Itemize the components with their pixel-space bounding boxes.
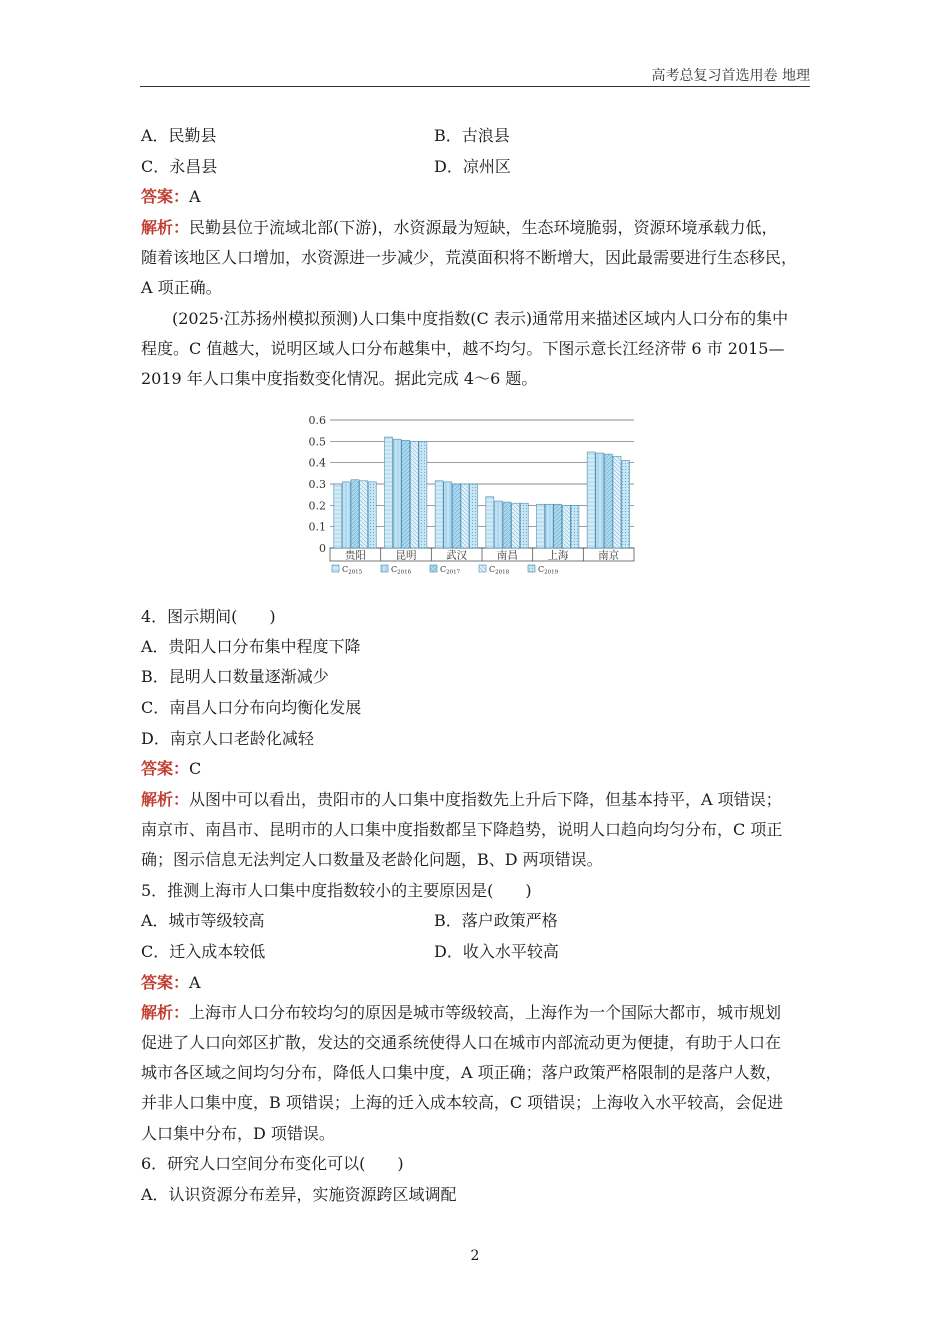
analysis-label: 解析：: [141, 790, 190, 809]
q3-analysis-line-3: A 项正确。: [141, 278, 222, 297]
legend-swatch: [479, 565, 486, 572]
bar: [587, 452, 595, 548]
q3-analysis-line-1: [141, 217, 778, 239]
q4-analysis-line-2: 南京市、南昌市、昆明市的人口集中度指数都呈下降趋势，说明人口趋向均匀分布，C 项正: [141, 820, 783, 839]
bar: [435, 481, 443, 548]
legend-label: C2017: [440, 565, 461, 576]
bar: [613, 456, 621, 548]
x-category-label: 上海: [547, 549, 569, 562]
q4-analysis-line-3: 确；图示信息无法判定人口数量及老龄化问题，B、D 两项错误。: [141, 850, 603, 869]
q5-option-c: C．迁入成本较低: [141, 942, 266, 961]
analysis-text: 上海市人口分布较均匀的原因是城市等级较高，上海作为一个国际大都市，城市规划: [189, 1003, 782, 1022]
q4-option-d: D．南京人口老龄化减轻: [141, 729, 314, 748]
bar: [461, 484, 469, 548]
population-concentration-chart: [300, 408, 645, 584]
bar: [622, 461, 630, 548]
q4-analysis-line-1: [141, 789, 782, 811]
legend-swatch: [430, 565, 437, 572]
bar: [410, 441, 418, 548]
intro-line-2: 程度。C 值越大，说明区域人口分布越集中，越不均匀。下图示意长江经济带 6 市 2015—: [141, 339, 785, 358]
q5-option-a: A．城市等级较高: [141, 911, 265, 930]
legend-label: C2019: [538, 565, 559, 576]
answer-label: 答案：: [141, 187, 190, 206]
q5-answer: [141, 972, 201, 994]
q5-stem: 5．推测上海市人口集中度指数较小的主要原因是( ): [141, 881, 532, 900]
bar: [419, 441, 427, 548]
bar: [562, 505, 570, 548]
bar: [537, 504, 545, 548]
q4-option-a: A．贵阳人口分布集中程度下降: [141, 637, 361, 656]
q3-answer: [141, 186, 201, 208]
q5-analysis-line-1: [141, 1002, 781, 1024]
q3-option-d: D．凉州区: [434, 157, 511, 176]
analysis-text: 从图中可以看出，贵阳市的人口集中度指数先上升后下降，但基本持平，A 项错误；: [189, 790, 782, 809]
bar: [494, 501, 502, 548]
answer-label: 答案：: [141, 973, 190, 992]
bar: [334, 484, 342, 548]
legend-swatch: [332, 565, 339, 572]
page-header: 高考总复习首选用卷 地理: [140, 66, 810, 87]
bar: [512, 503, 520, 548]
q6-stem: 6．研究人口空间分布变化可以( ): [141, 1154, 404, 1173]
answer-value: A: [189, 187, 201, 206]
bar: [393, 439, 401, 548]
legend-label: C2016: [391, 565, 412, 576]
legend-label: C2015: [342, 565, 363, 576]
analysis-text: 民勤县位于流域北部(下游)，水资源最为短缺，生态环境脆弱，资源环境承载力低，: [189, 218, 778, 237]
q3-analysis-line-2: 随着该地区人口增加，水资源进一步减少，荒漠面积将不断增大，因此最需要进行生态移民，: [141, 248, 798, 267]
bar: [486, 497, 494, 548]
bar: [571, 505, 579, 548]
y-tick-label: 0.2: [308, 499, 326, 513]
analysis-label: 解析：: [141, 218, 190, 237]
bar: [545, 504, 553, 548]
y-tick-label: 0.6: [308, 414, 326, 427]
bar: [452, 484, 460, 548]
bar: [520, 503, 528, 548]
q3-option-b: B．古浪县: [434, 126, 510, 145]
y-tick-label: 0: [319, 542, 326, 555]
y-tick-label: 0.3: [308, 478, 326, 491]
bar: [351, 480, 359, 548]
x-category-label: 武汉: [446, 549, 468, 562]
legend-swatch: [381, 565, 388, 572]
bar: [385, 437, 393, 548]
analysis-label: 解析：: [141, 1003, 190, 1022]
q3-option-a: A．民勤县: [141, 126, 217, 145]
q6-option-a: A．认识资源分布差异，实施资源跨区域调配: [141, 1185, 457, 1204]
q5-analysis-line-3: 城市各区域之间均匀分布，降低人口集中度，A 项正确；落户政策严格限制的是落户人数，: [141, 1063, 782, 1082]
y-tick-label: 0.5: [308, 435, 326, 449]
bar: [368, 482, 376, 548]
q3-option-c: C．永昌县: [141, 157, 218, 176]
q5-option-d: D．收入水平较高: [434, 942, 559, 961]
q5-analysis-line-5: 人口集中分布，D 项错误。: [141, 1124, 335, 1143]
answer-value: A: [189, 973, 201, 992]
bar: [342, 482, 350, 548]
x-category-label: 南京: [598, 549, 620, 562]
y-tick-label: 0.1: [308, 520, 326, 534]
bar: [470, 484, 478, 548]
bar: [402, 440, 410, 548]
q5-analysis-line-2: 促进了人口向郊区扩散，发达的交通系统使得人口在城市内部流动更为便捷，有助于人口在: [141, 1033, 782, 1052]
bar: [554, 504, 562, 548]
bar: [604, 454, 612, 548]
x-category-label: 南昌: [496, 549, 518, 562]
q5-analysis-line-4: 并非人口集中度，B 项错误；上海的迁入成本较高，C 项错误；上海收入水平较高，会促进: [141, 1093, 784, 1112]
legend-label: C2018: [489, 565, 510, 576]
q4-option-c: C．南昌人口分布向均衡化发展: [141, 698, 362, 717]
legend-swatch: [528, 565, 535, 572]
bar-chart-svg: [300, 408, 645, 580]
answer-label: 答案：: [141, 759, 190, 778]
bar: [444, 482, 452, 548]
q5-option-b: B．落户政策严格: [434, 911, 558, 930]
page-number: 2: [470, 1248, 480, 1264]
bar: [503, 502, 511, 548]
answer-value: C: [189, 759, 202, 778]
x-category-label: 贵阳: [344, 549, 366, 562]
bar: [360, 481, 368, 548]
x-category-label: 昆明: [395, 549, 417, 562]
y-tick-label: 0.4: [308, 456, 326, 470]
q4-stem: 4．图示期间( ): [141, 607, 276, 626]
intro-line-1: (2025·江苏扬州模拟预测)人口集中度指数(C 表示)通常用来描述区域内人口分布的集中: [172, 309, 789, 328]
q4-option-b: B．昆明人口数量逐渐减少: [141, 667, 329, 686]
q4-answer: [141, 758, 201, 780]
intro-line-3: 2019 年人口集中度指数变化情况。据此完成 4～6 题。: [141, 369, 538, 388]
bar: [596, 453, 604, 548]
